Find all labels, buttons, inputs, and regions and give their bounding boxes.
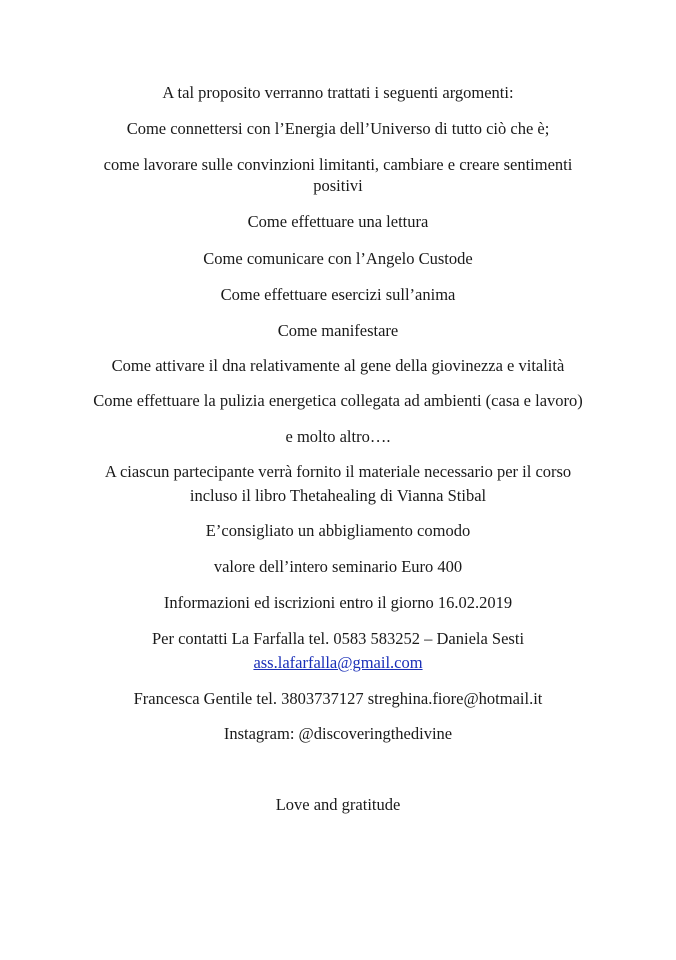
material-text-continued: incluso il libro Thetahealing di Vianna Stibal: [189, 486, 487, 505]
contact-email-row: [0, 652, 676, 674]
topic-item: Come effettuare esercizi sull’anima: [220, 285, 456, 304]
topic-item: Come effettuare una lettura: [247, 212, 429, 231]
topic-item: Come manifestare: [277, 321, 399, 340]
topic-item: Come connettersi con l’Energia dell’Universo di tutto ciò che è;: [126, 119, 550, 138]
intro-text: A tal proposito verranno trattati i seguenti argomenti:: [162, 83, 514, 102]
francesca-contact: Francesca Gentile tel. 3803737127 streghina.fiore@hotmail.it: [133, 689, 543, 708]
topic-item: come lavorare sulle convinzioni limitanti, cambiare e creare sentimenti: [103, 155, 573, 174]
material-text: A ciascun partecipante verrà fornito il materiale necessario per il corso: [104, 462, 572, 481]
topic-item: e molto altro….: [285, 427, 391, 446]
clothing-note: E’consigliato un abbigliamento comodo: [205, 521, 471, 540]
contact-email-link[interactable]: ass.lafarfalla@gmail.com: [253, 653, 423, 672]
topic-item: positivi: [313, 176, 363, 195]
instagram-handle: Instagram: @discoveringthedivine: [223, 724, 453, 743]
topic-item: Come comunicare con l’Angelo Custode: [203, 249, 473, 268]
topic-item: Come attivare il dna relativamente al gene della giovinezza e vitalità: [111, 356, 565, 375]
closing-text: Love and gratitude: [275, 795, 401, 814]
contact-line: Per contatti La Farfalla tel. 0583 583252 – Daniela Sesti: [151, 629, 525, 648]
registration-deadline: Informazioni ed iscrizioni entro il giorno 16.02.2019: [163, 593, 513, 612]
topic-item: Come effettuare la pulizia energetica collegata ad ambienti (casa e lavoro): [93, 391, 583, 410]
price-text: valore dell’intero seminario Euro 400: [213, 557, 463, 576]
